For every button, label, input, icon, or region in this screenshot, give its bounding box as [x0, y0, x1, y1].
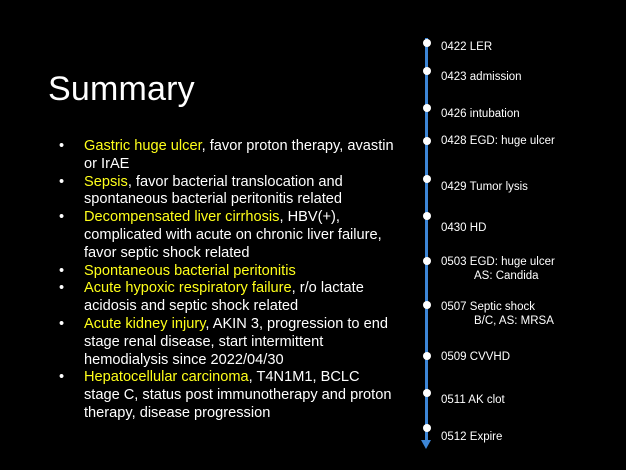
- bullet-text: , r/o lactate acidosis and septic shock related: [84, 280, 364, 315]
- timeline-event: [441, 350, 510, 364]
- timeline-event-label: 0509 CVVHD: [441, 351, 511, 363]
- timeline-event: [441, 70, 522, 84]
- bullet-text: , HBV(+), complicated with acute on chronic liver failure, favor septic shock related: [84, 209, 382, 261]
- arrow-down-icon: [421, 440, 431, 449]
- timeline-dot: [423, 212, 431, 220]
- timeline-dot: [423, 104, 431, 112]
- timeline-dot: [423, 389, 431, 397]
- timeline-event: [441, 300, 554, 328]
- timeline-dot: [423, 424, 431, 432]
- timeline-event-label: 0423 admission: [441, 71, 522, 83]
- bullet-highlight: Spontaneous bacterial peritonitis: [84, 262, 296, 279]
- bullet-icon: •: [59, 138, 65, 154]
- timeline-dot: [423, 137, 431, 145]
- bullet-highlight: Gastric huge ulcer: [84, 138, 202, 154]
- bullet-highlight: Acute kidney injury: [84, 315, 206, 332]
- bullet-text: , favor bacterial translocation and spontaneous bacterial peritonitis related: [84, 173, 343, 208]
- slide-title: Summary: [48, 70, 195, 108]
- timeline-dot: [423, 352, 431, 360]
- timeline-event: [441, 393, 505, 407]
- timeline-event: [441, 430, 502, 444]
- bullet-icon: •: [59, 315, 65, 332]
- bullet-highlight: Hepatocellular carcinoma: [84, 369, 249, 386]
- bullet-icon: •: [59, 369, 65, 386]
- timeline-event-label: 0511 AK clot: [441, 394, 505, 406]
- bullet-icon: •: [59, 280, 65, 297]
- timeline-event-label: 0428 EGD: huge ulcer: [441, 135, 555, 147]
- timeline-event-label: 0512 Expire: [441, 431, 503, 443]
- timeline-event-label: 0507 Septic shock: [441, 301, 535, 313]
- timeline-event-label: 0430 HD: [441, 222, 487, 234]
- timeline-dot: [423, 301, 431, 309]
- timeline-event: [441, 221, 486, 235]
- bullet-text: , favor proton therapy, avastin or IrAE: [84, 138, 394, 172]
- bullet-text: , AKIN 3, progression to end stage renal disease, start intermittent hemodialysis since 2022/04/30: [84, 315, 388, 368]
- bullet-icon: •: [59, 209, 65, 226]
- timeline-event-label: 0422 LER: [441, 41, 493, 53]
- timeline-event-detail: AS: Candida: [474, 270, 539, 282]
- bullet-icon: •: [59, 262, 65, 279]
- timeline-dot: [423, 175, 431, 183]
- timeline-line: [425, 38, 428, 442]
- timeline-event: [441, 134, 555, 148]
- timeline-event: [441, 40, 492, 54]
- timeline-event-detail: B/C, AS: MRSA: [474, 315, 554, 327]
- bullet-icon: •: [59, 173, 65, 190]
- timeline-event: [441, 107, 520, 121]
- timeline-event-label: 0503 EGD: huge ulcer: [441, 256, 555, 268]
- bullet-text: , T4N1M1, BCLC stage C, status post immunotherapy and proton therapy, disease progression: [84, 369, 392, 421]
- bullet-highlight: Sepsis: [84, 173, 128, 190]
- timeline-dot: [423, 67, 431, 75]
- bullet-highlight: Acute hypoxic respiratory failure: [84, 280, 292, 297]
- timeline-event: [441, 255, 555, 283]
- timeline-event: [441, 180, 528, 194]
- timeline-event-label: 0426 intubation: [441, 108, 520, 120]
- timeline-event-label: 0429 Tumor lysis: [441, 181, 528, 193]
- timeline-dot: [423, 39, 431, 47]
- bullet-highlight: Decompensated liver cirrhosis: [84, 209, 280, 226]
- timeline-dot: [423, 257, 431, 265]
